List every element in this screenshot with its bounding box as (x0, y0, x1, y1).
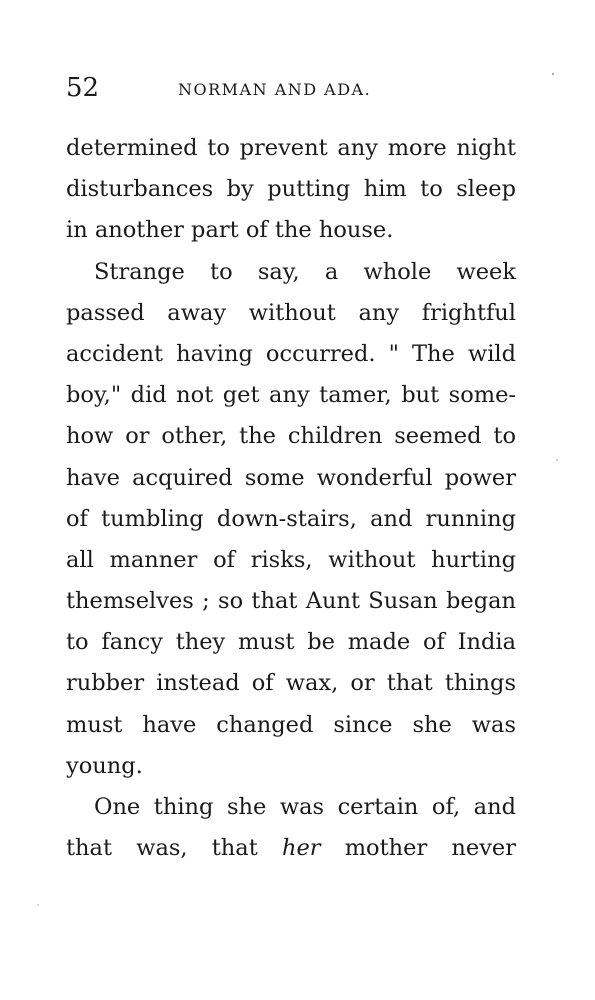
text-line-with-emphasis (66, 828, 516, 869)
text-line: themselves ; so that Aunt Susan began (66, 588, 516, 615)
text-line: must have changed since she was (66, 711, 516, 738)
text-line: how or other, the children seemed to (66, 423, 516, 450)
text-line: passed away without any frightful (66, 299, 516, 326)
body-text (66, 128, 516, 869)
text-run: that was, that (66, 835, 282, 862)
page-number: 52 (66, 73, 100, 103)
text-line: have acquired some wonderful power (66, 464, 516, 491)
text-line: rubber instead of wax, or that things (66, 670, 516, 697)
text-line: to fancy they must be made of India (66, 629, 516, 656)
text-line: young. (66, 752, 143, 779)
text-line: accident having occurred. " The wild (66, 340, 516, 367)
text-line: One thing she was certain of, and (94, 794, 516, 820)
emphasis-word: her (281, 835, 321, 862)
text-line: disturbances by putting him to sleep (66, 176, 516, 203)
text-line: of tumbling down-stairs, and running (66, 505, 516, 532)
text-line: determined to prevent any more night (66, 135, 516, 161)
text-line: boy," did not get any tamer, but some- (66, 382, 516, 409)
text-line: in another part of the house. (66, 217, 394, 244)
text-line: Strange to say, a whole week (94, 258, 516, 285)
page-header (66, 70, 516, 106)
text-run: mother never (320, 835, 516, 862)
running-head: NORMAN AND ADA. (178, 80, 372, 99)
text-line: all manner of risks, without hurting (66, 546, 516, 573)
